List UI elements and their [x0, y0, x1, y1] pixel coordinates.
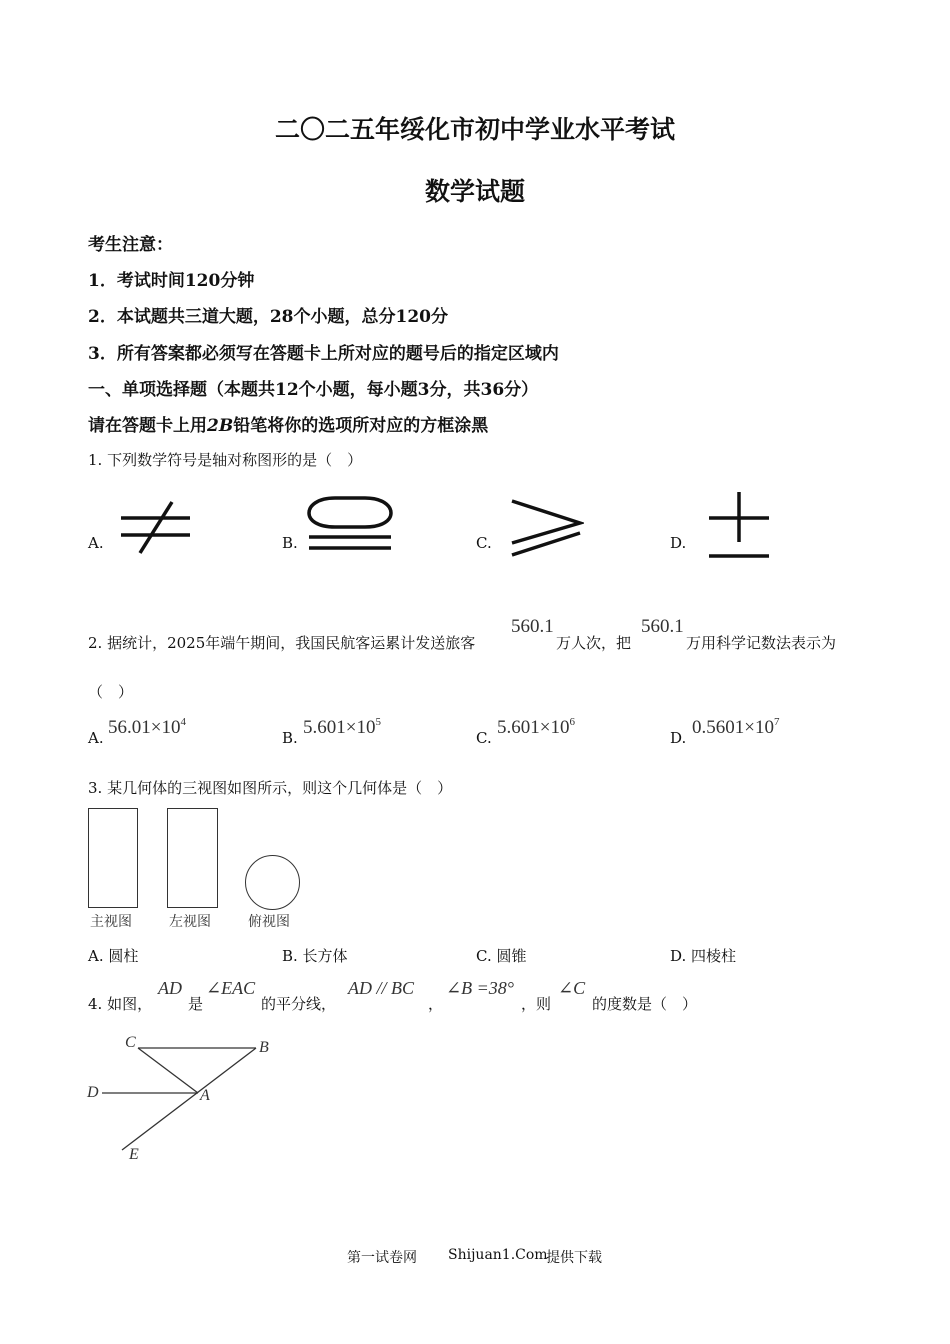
question-2-stem-part2: 万人次，把	[556, 634, 632, 652]
q4-math-angle-b: ∠B =38°	[446, 978, 514, 998]
question-3-stem: 3. 某几何体的三视图如图所示，则这个几何体是（ ）	[88, 779, 453, 797]
side-view-rectangle	[167, 808, 218, 908]
congruent-symbol-icon	[305, 494, 395, 554]
q2-number-2: 560.1	[641, 616, 684, 637]
top-view-label: 俯视图	[248, 914, 290, 930]
q1-option-b-label: B.	[282, 534, 298, 552]
q1-option-d-label: D.	[670, 534, 687, 552]
q2-number-1: 560.1	[511, 616, 554, 637]
footer-right: 提供下载	[546, 1250, 602, 1266]
point-e-label: E	[129, 1146, 139, 1163]
q3-option-c: C. 圆锥	[476, 947, 527, 965]
q1-option-c-label: C.	[476, 534, 492, 552]
q1-option-a-label: A.	[88, 534, 104, 552]
q3-option-a: A. 圆柱	[88, 947, 139, 965]
question-4-stem-part1: 4. 如图，	[88, 995, 153, 1013]
q3-option-d: D. 四棱柱	[670, 947, 737, 965]
front-view-rectangle	[88, 808, 138, 908]
footer-left: 第一试卷网	[347, 1250, 417, 1266]
top-view-circle	[245, 855, 300, 910]
point-c-label: C	[125, 1034, 136, 1051]
question-2-stem-part1: 2. 据统计，2025年端午期间，我国民航客运累计发送旅客	[88, 634, 476, 652]
question-4-stem-part2: 是	[188, 995, 204, 1013]
question-1-stem: 1. 下列数学符号是轴对称图形的是（ ）	[88, 451, 363, 469]
question-4-stem-part3: 的平分线，	[261, 995, 337, 1013]
q2-option-d-value: $0.5601\times 10^7$	[692, 716, 780, 738]
q2-option-b-value: $5.601\times 10^5$	[303, 716, 381, 738]
question-2-paren: （ ）	[88, 683, 134, 701]
q3-option-b: B. 长方体	[282, 947, 348, 965]
plus-minus-symbol-icon	[706, 490, 772, 560]
question-4-stem-part5: ，则	[521, 995, 552, 1013]
q4-math-ad: AD	[158, 978, 182, 998]
q4-math-angle-c: ∠C	[558, 978, 586, 998]
q4-math-angle-eac: ∠EAC	[206, 978, 256, 998]
q2-option-c-label: C.	[476, 729, 492, 747]
section-heading: 一、单项选择题（本题共12个小题，每小题3分，共36分）	[88, 380, 539, 400]
q4-math-parallel: AD // BC	[348, 978, 414, 998]
footer-site-link[interactable]: Shijuan1.Com	[448, 1247, 548, 1263]
q2-option-d-label: D.	[670, 729, 687, 747]
notice-heading: 考生注意：	[88, 235, 173, 255]
section-instruction: 请在答题卡上用2B铅笔将你的选项所对应的方框涂黑	[88, 416, 489, 436]
question-4-stem-part4: ，	[428, 995, 444, 1013]
notice-item: 1．考试时间120分钟	[88, 271, 255, 291]
q2-option-a-label: A.	[88, 729, 104, 747]
notice-item: 3．所有答案都必须写在答题卡上所对应的题号后的指定区域内	[88, 344, 559, 364]
q2-option-b-label: B.	[282, 729, 298, 747]
greater-equal-symbol-icon	[508, 497, 584, 559]
point-b-label: B	[259, 1039, 269, 1056]
question-2-stem-part3: 万用科学记数法表示为	[686, 634, 837, 652]
q2-option-a-value: $56.01\times 10^4$	[108, 716, 186, 738]
side-view-label: 左视图	[169, 914, 211, 930]
exam-title: 二〇二五年绥化市初中学业水平考试	[274, 115, 675, 144]
question-4-stem-part6: 的度数是（ ）	[592, 995, 698, 1013]
point-a-label: A	[200, 1087, 210, 1104]
exam-subtitle: 数学试题	[424, 177, 525, 206]
point-d-label: D	[87, 1084, 99, 1101]
q2-option-c-value: $5.601\times 10^6$	[497, 716, 575, 738]
not-equal-symbol-icon	[118, 500, 194, 556]
notice-item: 2．本试题共三道大题，28个小题，总分120分	[88, 307, 448, 327]
front-view-label: 主视图	[90, 914, 132, 930]
